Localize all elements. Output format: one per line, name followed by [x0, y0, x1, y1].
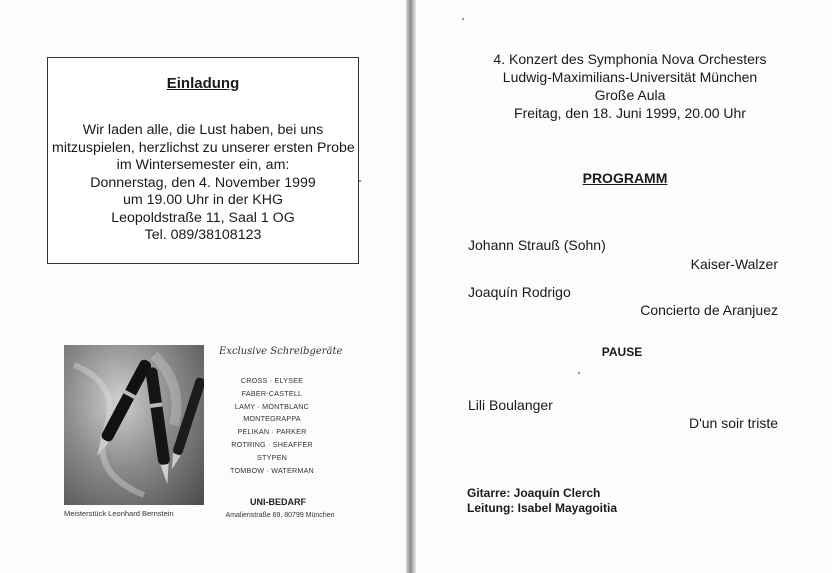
brand-line: ROTRING · SHEAFFER: [231, 439, 313, 449]
program-composer: Joaquín Rodrigo: [468, 284, 571, 300]
program-composer: Lili Boulanger: [468, 397, 553, 413]
brand-line: STYPEN: [257, 452, 287, 462]
brand-line: PELIKAN · PARKER: [237, 427, 307, 437]
program-work: Concierto de Aranjuez: [640, 302, 778, 318]
header-line: Ludwig-Maximilians-Universität München: [502, 69, 758, 85]
program-work: D'un soir triste: [688, 415, 778, 431]
brand-line: CROSS · ELYSEE: [240, 376, 304, 385]
ad-heading: Exclusive Schreibgeräte: [219, 346, 343, 357]
brand-line: MONTEGRAPPA: [243, 414, 301, 424]
scan-speck: [359, 180, 361, 182]
program-title: PROGRAMM: [582, 170, 668, 186]
shop-name: UNI-BEDARF: [250, 497, 306, 507]
header-line: 4. Konzert des Symphonia Nova Orchesters: [493, 51, 767, 67]
invitation-line: Donnerstag, den 4. November 1999: [90, 174, 316, 191]
invitation-line: mitzuspielen, herzlichst zu unserer ersten Probe: [52, 139, 355, 156]
invitation-line: Tel. 089/38108123: [144, 227, 262, 243]
invitation-line: im Wintersemester ein, am:: [116, 157, 290, 173]
header-line: Freitag, den 18. Juni 1999, 20.00 Uhr: [514, 105, 746, 121]
invitation-line: Wir laden alle, die Lust haben, bei uns: [82, 122, 324, 138]
credit-line: Gitarre: Joaquín Clerch: [467, 486, 601, 500]
invitation-line: um 19.00 Uhr in der KHG: [122, 192, 284, 208]
photo-caption: [64, 509, 214, 518]
invitation-text: [52, 122, 354, 245]
performer-credits: [467, 486, 617, 516]
brand-line: FABER-CASTELL: [241, 388, 303, 398]
scan-speck: [578, 372, 580, 374]
invitation-box: [47, 57, 359, 264]
pause-label: PAUSE: [601, 345, 643, 359]
shop-address: Amalienstraße 69, 80799 München: [225, 512, 335, 519]
header-line: Große Aula: [594, 87, 666, 103]
scan-speck: [462, 18, 464, 20]
fountain-pens-photo: [64, 345, 204, 505]
brand-line: TOMBOW · WATERMAN: [230, 465, 314, 475]
credit-line: Leitung: Isabel Mayagoitia: [467, 501, 618, 515]
invitation-line: Leopoldstraße 11, Saal 1 OG: [111, 209, 295, 226]
brand-line: LAMY · MONTBLANC: [234, 401, 310, 411]
brand-list: [222, 375, 322, 477]
program-composer: Johann Strauß (Sohn): [468, 237, 606, 253]
page-fold: [406, 0, 416, 573]
program-work: Kaiser-Walzer: [690, 256, 778, 272]
concert-header: [480, 50, 780, 122]
photo-caption-text: Meisterstück Leonhard Bernstein: [64, 509, 174, 518]
invitation-title: Einladung: [166, 75, 240, 92]
